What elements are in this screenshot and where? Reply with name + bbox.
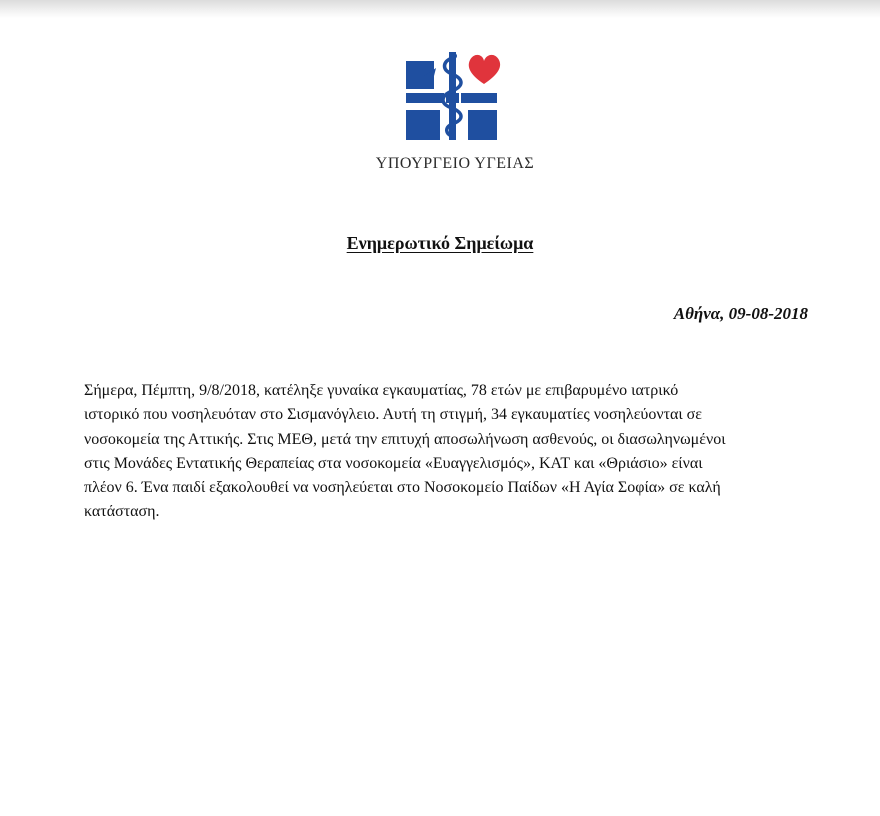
document-title: Ενημερωτικό Σημείωμα [346, 233, 534, 253]
body-line: Σήμερα, Πέμπτη, 9/8/2018, κατέληξε γυναίκα εγκαυματίας, 78 ετών με επιβαρυμένο ιατρικό [84, 382, 679, 399]
body-line: στις Μονάδες Εντατικής Θεραπείας στα νοσοκομεία «Ευαγγελισμός», ΚΑΤ και «Θριάσιο» είναι [84, 454, 703, 472]
body-line: πλέον 6. Ένα παιδί εξακολουθεί να νοσηλεύεται στο Νοσοκομείο Παίδων «Η Αγία Σοφία» σε καλή [84, 479, 721, 497]
body-line: νοσοκομεία της Αττικής. Στις ΜΕΘ, μετά την επιτυχή αποσωλήνωση ασθενούς, οι διασωληνωμένοι [84, 430, 726, 448]
document-body [84, 379, 804, 525]
ministry-of-health-logo-icon [402, 46, 514, 144]
ministry-name: ΥΠΟΥΡΓΕΙΟ ΥΓΕΙΑΣ [375, 155, 535, 172]
body-line: κατάσταση. [84, 503, 160, 521]
page-top-shadow [0, 0, 880, 18]
body-line: ιστορικό που νοσηλευόταν στο Σισμανόγλειο. Αυτή τη στιγμή, 34 εγκαυματίες νοσηλεύονται σε [84, 406, 703, 424]
document-date: Αθήνα, 09-08-2018 [673, 304, 808, 323]
